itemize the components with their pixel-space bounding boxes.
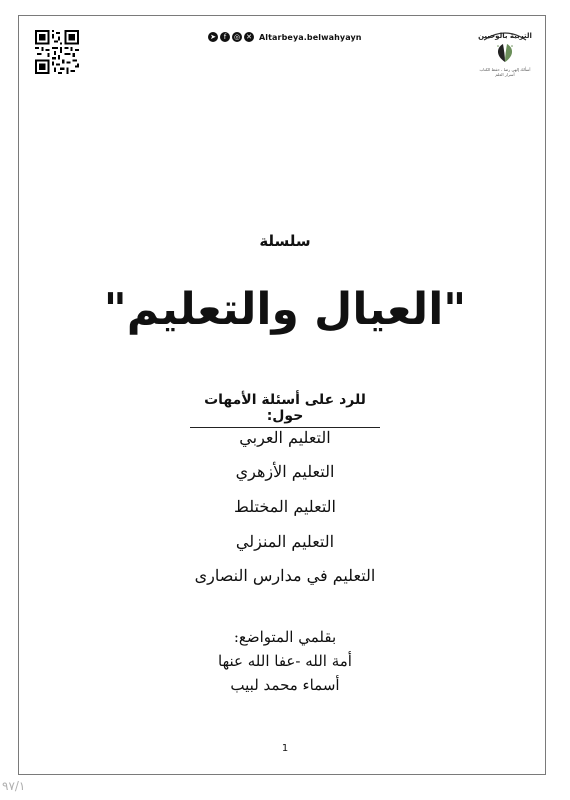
topic-home-education: التعليم المنزلي [235, 532, 335, 551]
social-handle[interactable]: Altarbeya.belwahyayn [259, 32, 362, 42]
logo-tagline: أسألك إلهي رضا ، حفظ الكتاب أسرار العلم [479, 67, 531, 77]
series-label: سلسلة [259, 232, 311, 250]
topic-christian-schools: التعليم في مدارس النصارى [194, 566, 376, 585]
footer-page-index: ٩٧/١ [2, 779, 26, 793]
topic-azhari-education: التعليم الأزهري [235, 462, 335, 481]
logo-title: التربية بالوحيين [478, 32, 532, 40]
brand-logo [478, 26, 532, 86]
page-number: 1 [281, 743, 289, 754]
logo-emblem [478, 26, 532, 66]
social-bar[interactable] [208, 30, 362, 44]
x-icon[interactable]: ✕ [244, 32, 254, 42]
intro-heading: للرد على أسئلة الأمهات حول: [190, 392, 380, 428]
credits-line-1: أمة الله -عفا الله عنها [218, 652, 352, 670]
facebook-icon[interactable]: f [220, 32, 230, 42]
instagram-icon[interactable]: ◎ [233, 33, 241, 41]
qr-code[interactable] [35, 30, 79, 74]
topic-arabic-education: التعليم العربي [239, 428, 331, 447]
credits-author: أسماء محمد لبيب [230, 676, 340, 694]
credits-label: بقلمي المتواضع: [233, 628, 337, 646]
telegram-icon[interactable]: ➤ [208, 32, 218, 42]
main-title: "العيال والتعليم" [103, 284, 467, 335]
topic-mixed-education: التعليم المختلط [234, 497, 336, 516]
